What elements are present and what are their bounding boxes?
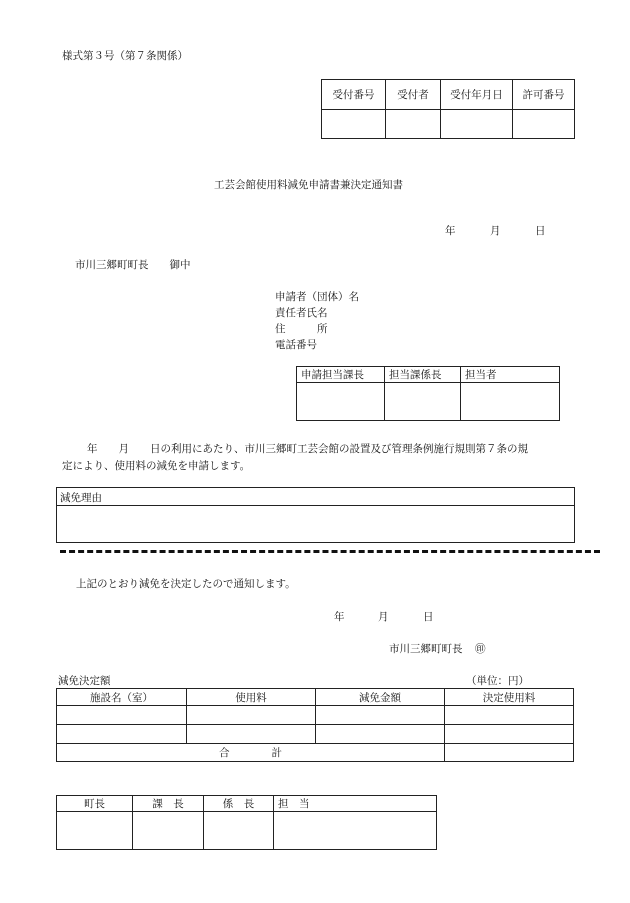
decision-header-reduction: 減免金額: [316, 689, 445, 706]
reception-receiver-cell[interactable]: [386, 110, 441, 139]
cut-line: [60, 550, 600, 553]
representative-label: 責任者氏名: [275, 307, 328, 319]
reception-header-permit: 許可番号: [513, 80, 575, 110]
stamp-section-chief-cell[interactable]: [133, 812, 204, 850]
decision-row1-fee[interactable]: [187, 706, 316, 725]
approval-section-chief-cell[interactable]: [297, 383, 385, 421]
stamp-mayor-cell[interactable]: [57, 812, 133, 850]
reception-table: [321, 79, 575, 139]
applicant-name-label: 申請者（団体）名: [275, 291, 359, 303]
decision-row2-reduction[interactable]: [316, 725, 445, 744]
approval-subsection-chief-cell[interactable]: [385, 383, 461, 421]
approval-header-section-chief: 申請担当課長: [297, 367, 385, 383]
decision-header-fee: 使用料: [187, 689, 316, 706]
stamp-header-section-chief: 課 長: [133, 796, 204, 812]
notice-date-month: 月: [378, 611, 389, 623]
body-text-line1: 年 月 日の利用にあたり、市川三郷町工芸会館の設置及び管理条例施行規則第７条の規: [66, 443, 528, 455]
notice-date-year: 年: [334, 611, 345, 623]
form-number: 様式第３号（第７条関係）: [62, 50, 188, 62]
decision-row1-final-fee[interactable]: [445, 706, 574, 725]
address-label: 住 所: [275, 323, 328, 335]
reception-header-date: 受付年月日: [441, 80, 513, 110]
decision-row2-fee[interactable]: [187, 725, 316, 744]
document-title: 工芸会館使用料減免申請書兼決定通知書: [214, 179, 403, 191]
reason-input[interactable]: [57, 506, 574, 542]
approval-header-subsection-chief: 担当課係長: [385, 367, 461, 383]
reason-box: [56, 487, 575, 543]
decision-row1-reduction[interactable]: [316, 706, 445, 725]
reception-number-cell[interactable]: [322, 110, 386, 139]
issuer-name: 市川三郷町町長: [389, 643, 463, 655]
body-text-line2: 定により、使用料の減免を申請します。: [62, 460, 251, 472]
decision-label: 減免決定額: [58, 675, 111, 687]
decision-total-value[interactable]: [445, 744, 574, 762]
stamp-header-mayor: 町長: [57, 796, 133, 812]
reception-permit-cell[interactable]: [513, 110, 575, 139]
approval-table: [296, 366, 560, 421]
decision-table: [56, 688, 574, 762]
decision-header-facility: 施設名（室）: [57, 689, 187, 706]
top-date-month: 月: [490, 225, 501, 237]
top-date-year: 年: [445, 225, 456, 237]
approval-header-staff: 担当者: [461, 367, 560, 383]
stamp-header-subsection-chief: 係 長: [204, 796, 274, 812]
decision-row2-facility[interactable]: [57, 725, 187, 744]
stamp-header-staff: 担 当: [274, 796, 437, 812]
decision-header-final-fee: 決定使用料: [445, 689, 574, 706]
decision-row2-final-fee[interactable]: [445, 725, 574, 744]
decision-row1-facility[interactable]: [57, 706, 187, 725]
addressee: 市川三郷町町長 御中: [75, 259, 191, 271]
approval-staff-cell[interactable]: [461, 383, 560, 421]
stamp-staff-cell[interactable]: [274, 812, 437, 850]
notice-text: 上記のとおり減免を決定したので通知します。: [76, 578, 296, 590]
phone-label: 電話番号: [275, 339, 317, 351]
stamp-subsection-chief-cell[interactable]: [204, 812, 274, 850]
reason-label: 減免理由: [60, 492, 102, 504]
notice-date-day: 日: [423, 611, 434, 623]
reception-header-number: 受付番号: [322, 80, 386, 110]
reception-header-receiver: 受付者: [386, 80, 441, 110]
reception-date-cell[interactable]: [441, 110, 513, 139]
decision-unit: （単位：円）: [466, 675, 529, 687]
decision-total-label: 合 計: [57, 744, 445, 762]
seal-mark: ㊞: [475, 643, 486, 655]
top-date-day: 日: [535, 225, 546, 237]
stamp-table: [56, 795, 437, 850]
